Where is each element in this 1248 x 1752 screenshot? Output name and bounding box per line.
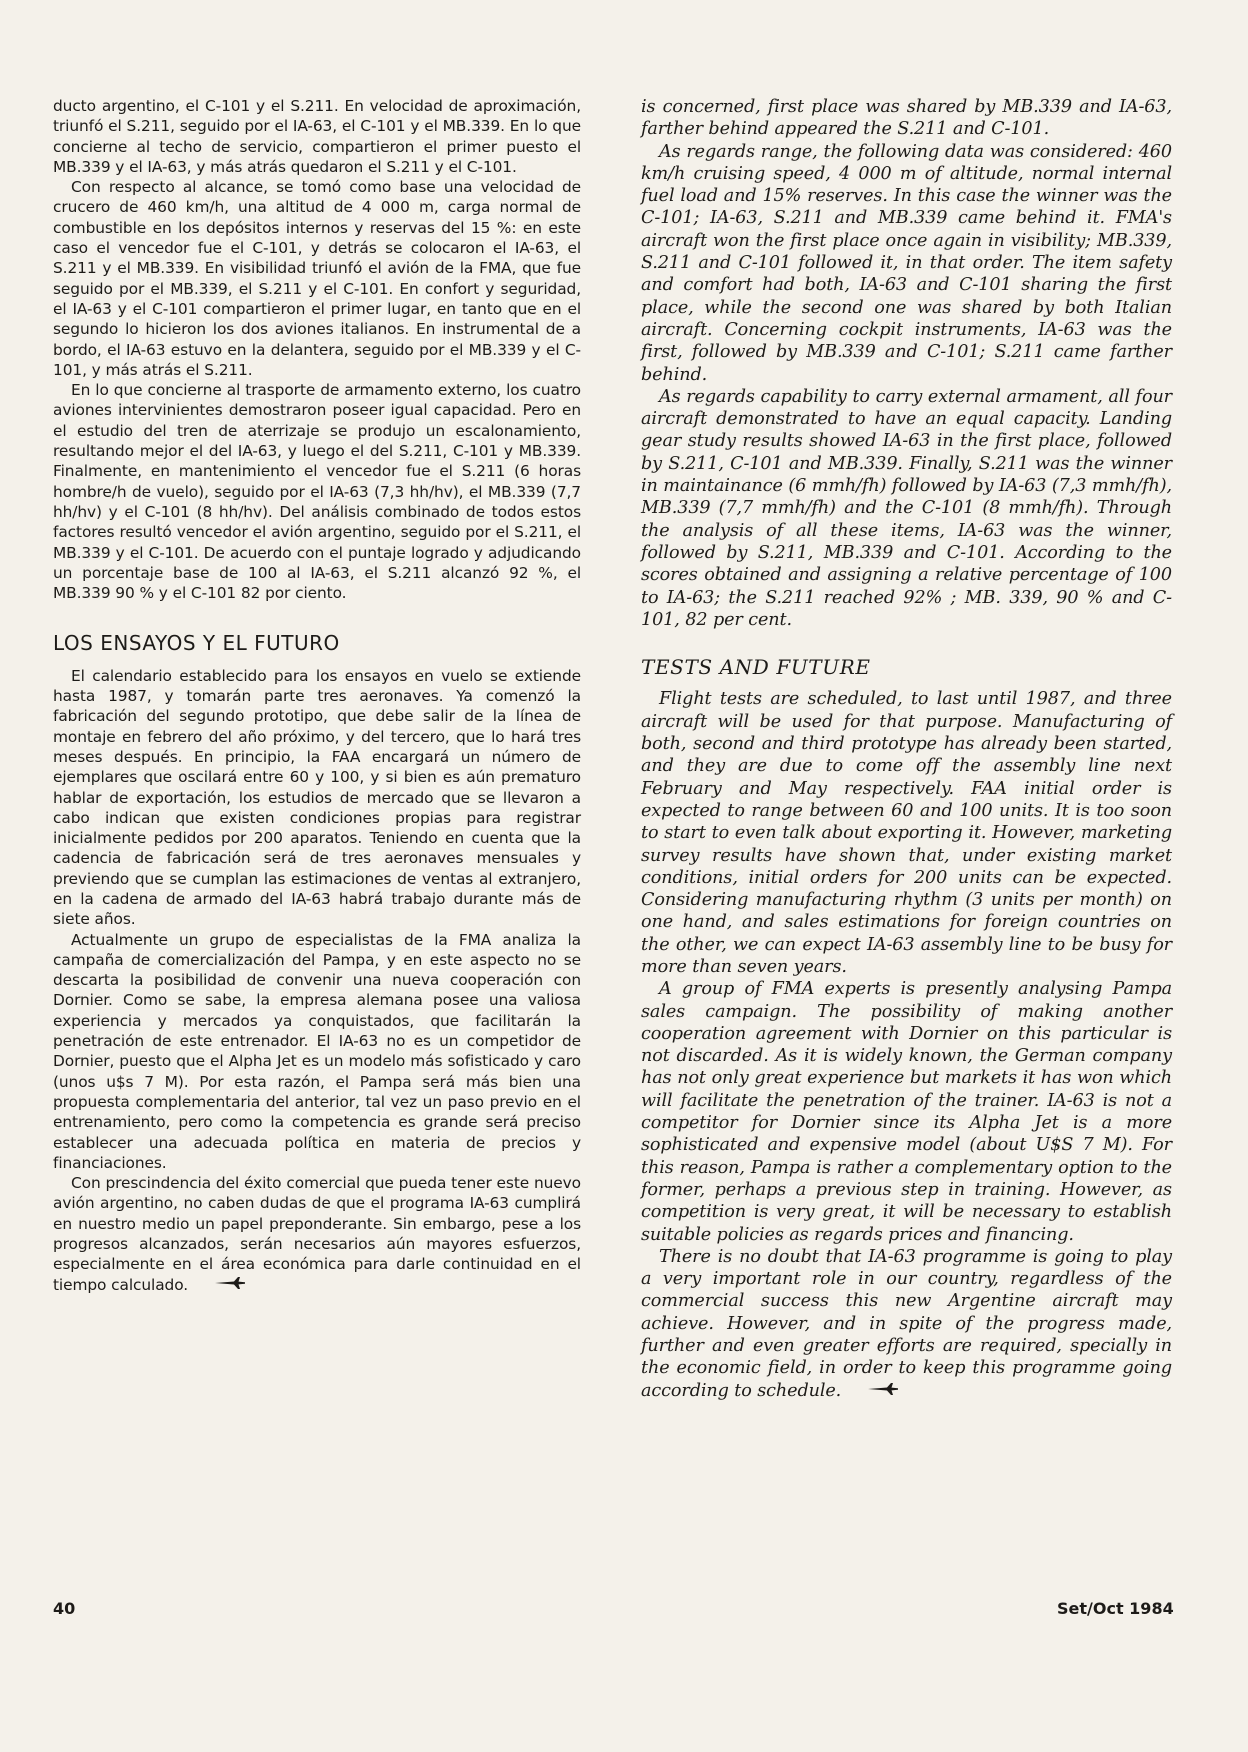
page-number: 40 bbox=[53, 1599, 76, 1618]
english-paragraph: Flight tests are scheduled, to last until 1987, and three aircraft will be used for that purpose. Manufacturing of both, second and third prototype has already been started, and they are due to come off the assembly line next February and May respectively. FAA initial order is expected to range between 60 and 100 units. It is too soon to start to even talk about exporting it. However, marketing survey results have shown that, under existing market conditions, initial orders for 200 units can be expected. Considering manufacturing rhythm (3 units per month) on one hand, and sales estimations for foreign countries on the other, we can expect IA-63 assembly line to be busy for more than seven years. bbox=[641, 689, 1172, 977]
aircraft-end-mark-icon bbox=[196, 1275, 246, 1295]
spanish-paragraph: ducto argentino, el C-101 y el S.211. En velocidad de aproximación, triunfó el S.211, seguido por el IA-63, el C-101 y el MB.339. En lo que concierne al techo de servicio, compartieron el primer puesto el MB.339 y el IA-63, y más atrás quedaron el S.211 y el C-101. bbox=[53, 97, 581, 176]
english-section-heading: TESTS AND FUTURE bbox=[641, 655, 871, 680]
english-paragraph: As regards range, the following data was considered: 460 km/h cruising speed, 4 000 m of altitude, normal internal fuel load and 15% reserves. In this case the winner was the C-101; IA-63, S.211 and MB.339 came behind it. FMA's aircraft won the first place once again in visibility; MB.339, S.211 and C-101 followed it, in that order. The item safety and comfort had both, IA-63 and C-101 sharing the first place, while the second one was shared by both Italian aircraft. Concerning cockpit instruments, IA-63 was the first, followed by MB.339 and C-101; S.211 came farther behind. bbox=[641, 141, 1172, 385]
english-column bbox=[641, 96, 1172, 1402]
spanish-closing-paragraph bbox=[53, 1173, 581, 1295]
issue-date: Set/Oct 1984 bbox=[1057, 1599, 1174, 1618]
english-paragraph: is concerned, first place was shared by MB.339 and IA-63, farther behind appeared the S.211 and C-101. bbox=[641, 97, 1172, 140]
aircraft-end-mark-icon bbox=[849, 1380, 899, 1402]
spanish-paragraph: Actualmente un grupo de especialistas de la FMA analiza la campaña de comercialización del Pampa, y en este aspecto no se descarta la posibilidad de convenir una nueva cooperación con Dornier. Como se sabe, la empresa alemana posee una valiosa experiencia y mercados ya conquistados, que facilitarán la penetración de este entrenador. El IA-63 no es un competidor de Dornier, puesto que el Alpha Jet es un modelo más sofisticado y caro (unos u$s 7 M). Por esta razón, el Pampa será más bien una propuesta complementaria del anterior, tal vez un paso previo en el entrenamiento, pero como la competencia es grande será preciso establecer una adecuada política en materia de precios y financiaciones. bbox=[53, 930, 581, 1172]
spanish-paragraph: El calendario establecido para los ensayos en vuelo se extiende hasta 1987, y tomarán parte tres aeronaves. Ya comenzó la fabricación del segundo prototipo, que debe salir de la línea de montaje en febrero del año próximo, y del tercero, que lo hará tres meses después. En principio, la FAA encargará un número de ejemplares que oscilará entre 60 y 100, y si bien es aún prematuro hablar de exportación, los estudios de mercado que se llevaron a cabo indican que existen condiciones propias para registrar inicialmente pedidos por 200 aparatos. Teniendo en cuenta que la cadencia de fabricación será de tres aeronaves mensuales y previendo que se cumplan las estimaciones de ventas al extranjero, en la cadena de armado del IA-63 habrá trabajo durante más de siete años. bbox=[53, 666, 581, 929]
spanish-column bbox=[53, 96, 581, 1295]
spanish-paragraph: Con respecto al alcance, se tomó como base una velocidad de crucero de 460 km/h, una altitud de 4 000 m, carga normal de combustible en los depósitos internos y reservas del 15 %: en este caso el vencedor fue el C-101, y detrás se colocaron el IA-63, el S.211 y el MB.339. En visibilidad triunfó el avión de la FMA, que fue seguido por el MB.339, el S.211 y el C-101. En confort y seguridad, el IA-63 y el C-101 compartieron el primer lugar, en tanto que en el segundo lo hicieron los dos aviones italianos. En instrumental de a bordo, el IA-63 estuvo en la delantera, seguido por el MB.339 y el C-101, y más atrás el S.211. bbox=[53, 178, 581, 379]
english-closing-paragraph bbox=[641, 1246, 1172, 1402]
english-paragraph: A group of FMA experts is presently analysing Pampa sales campaign. The possibility of making another cooperation agreement with Dornier on this particular is not discarded. As it is widely known, the German company has not only great experience but markets it has won which will facilitate the penetration of the trainer. IA-63 is not a competitor for Dornier since its Alpha Jet is a more sophisticated and expensive model (about U$S 7 M). For this reason, Pampa is rather a complementary option to the former, perhaps a previous step in training. However, as competition is very great, it will be necessary to establish suitable policies as regards prices and financing. bbox=[641, 979, 1172, 1245]
spanish-section-heading: LOS ENSAYOS Y EL FUTURO bbox=[53, 631, 340, 656]
english-closing-text: There is no doubt that IA-63 programme is going to play a very important role in our country, regardless of the commercial success this new Argentine aircraft may achieve. However, and in spite of the progress made, further and even greater efforts are required, specially in the economic field, in order to keep this programme going according to schedule. bbox=[641, 1246, 1172, 1401]
spanish-closing-text: Con prescindencia del éxito comercial que pueda tener este nuevo avión argentino, no caben dudas de que el programa IA-63 cumplirá en nuestro medio un papel preponderante. Sin embargo, pese a los progresos alcanzados, serán necesarios aún mayores esfuerzos, especialmente en el área económica para darle continuidad en el tiempo calculado. bbox=[53, 1174, 581, 1294]
english-paragraph: As regards capability to carry external armament, all four aircraft demonstrated to have an equal capacity. Landing gear study results showed IA-63 in the first place, followed by S.211, C-101 and MB.339. Finally, S.211 was the winner in maintainance (6 mmh/fh) followed by IA-63 (7,3 mmh/fh), MB.339 (7,7 mmh/fh) and the C-101 (8 mmh/fh). Through the analysis of all these items, IA-63 was the winner, followed by S.211, MB.339 and C-101. According to the scores obtained and assigning a relative percentage of 100 to IA-63; the S.211 reached 92% ; MB. 339, 90 % and C-101, 82 per cent. bbox=[641, 386, 1172, 630]
spanish-paragraph: En lo que concierne al trasporte de armamento externo, los cuatro aviones intervinientes demostraron poseer igual capacidad. Pero en el estudio del tren de aterrizaje se produjo un escalonamiento, resultando mejor el del IA-63, y luego el del S.211, C-101 y MB.339. Finalmente, en mantenimiento el vencedor fue el S.211 (6 horas hombre/h de vuelo), seguido por el IA-63 (7,3 hh/hv), el MB.339 (7,7 hh/hv) y el C-101 (8 hh/hv). Del análisis combinado de todos estos factores resultó vencedor el avión argentino, seguido por el S.211, el MB.339 y el C-101. De acuerdo con el puntaje logrado y adjudicando un porcentaje base de 100 al IA-63, el S.211 alcanzó 92 %, el MB.339 90 % y el C-101 82 por ciento. bbox=[53, 381, 581, 603]
